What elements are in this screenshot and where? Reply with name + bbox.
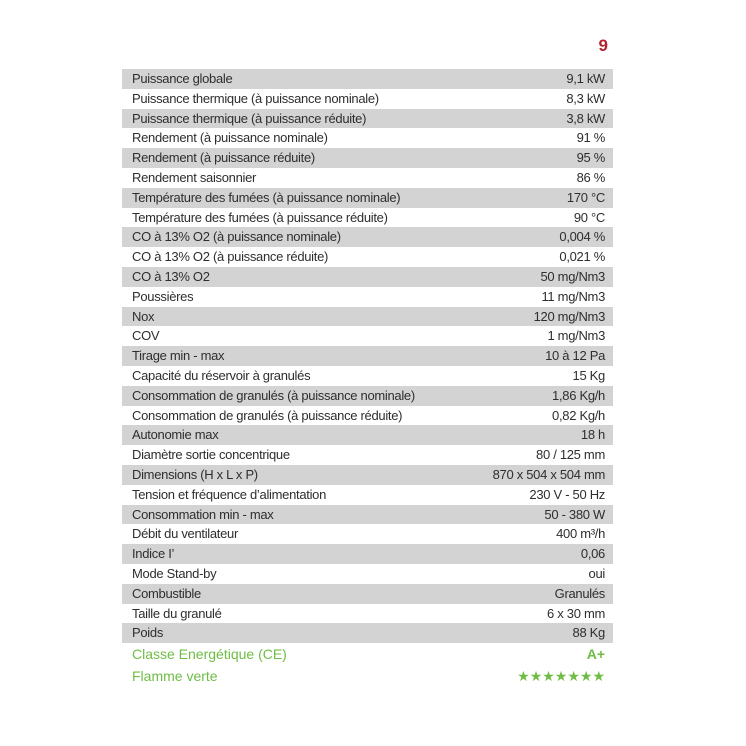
spec-value: 90 °C <box>573 209 605 225</box>
spec-label: Taille du granulé <box>132 605 222 621</box>
spec-value: 120 mg/Nm3 <box>533 308 605 324</box>
spec-value: 0,06 <box>580 546 605 562</box>
spec-value: 15 Kg <box>572 367 605 383</box>
spec-row <box>122 445 613 465</box>
spec-value: 50 - 380 W <box>544 506 605 522</box>
spec-label: Mode Stand-by <box>132 565 217 581</box>
spec-row <box>122 524 613 544</box>
spec-row <box>122 604 613 624</box>
spec-value: 400 m³/h <box>556 526 605 542</box>
spec-value: 0,82 Kg/h <box>552 407 605 423</box>
spec-label: Rendement (à puissance réduite) <box>132 150 315 166</box>
spec-value: 0,021 % <box>559 249 605 265</box>
spec-label: Puissance thermique (à puissance réduite) <box>132 110 367 126</box>
energy-class-label: Classe Energétique (CE) <box>132 646 287 662</box>
spec-value: 6 x 30 mm <box>547 605 605 621</box>
spec-row <box>122 188 613 208</box>
spec-label: Indice I’ <box>132 546 175 562</box>
spec-value: 10 à 12 Pa <box>545 348 605 364</box>
spec-row <box>122 406 613 426</box>
spec-row <box>122 128 613 148</box>
spec-label: Poussières <box>132 288 194 304</box>
spec-row <box>122 148 613 168</box>
spec-row <box>122 425 613 445</box>
spec-label: Dimensions (H x L x P) <box>132 466 258 482</box>
spec-value: 1,86 Kg/h <box>552 387 605 403</box>
flamme-verte-stars: ★★★★★★★ <box>517 668 605 684</box>
spec-value: oui <box>588 565 605 581</box>
spec-label: Puissance globale <box>132 71 233 86</box>
spec-label: Rendement saisonnier <box>132 169 257 185</box>
spec-row <box>122 109 613 129</box>
spec-value: 9,1 kW <box>566 71 605 86</box>
spec-row <box>122 623 613 643</box>
spec-value: 8,3 kW <box>566 90 605 106</box>
spec-row <box>122 326 613 346</box>
spec-row <box>122 247 613 267</box>
spec-label: Débit du ventilateur <box>132 526 239 542</box>
spec-value: 80 / 125 mm <box>536 447 605 463</box>
spec-value: Granulés <box>554 585 605 601</box>
spec-value: 1 mg/Nm3 <box>547 328 605 344</box>
spec-row <box>122 564 613 584</box>
spec-label: Combustible <box>132 585 201 601</box>
spec-row <box>122 227 613 247</box>
spec-row <box>122 346 613 366</box>
spec-value: 86 % <box>576 169 605 185</box>
spec-row <box>122 287 613 307</box>
spec-row <box>122 544 613 564</box>
spec-value: 50 mg/Nm3 <box>540 268 605 284</box>
spec-value: 170 °C <box>566 189 605 205</box>
spec-row <box>122 366 613 386</box>
spec-row <box>122 208 613 228</box>
spec-value: 3,8 kW <box>566 110 605 126</box>
spec-row <box>122 584 613 604</box>
spec-row <box>122 89 613 109</box>
energy-class-row <box>122 646 613 662</box>
spec-value: 91 % <box>576 130 605 146</box>
spec-label: Nox <box>132 308 155 324</box>
spec-value: 11 mg/Nm3 <box>541 288 605 304</box>
spec-label: Rendement (à puissance nominale) <box>132 130 328 146</box>
spec-label: Poids <box>132 625 164 641</box>
spec-label: Autonomie max <box>132 427 219 443</box>
spec-value: 95 % <box>576 150 605 166</box>
spec-label: Température des fumées (à puissance réduite) <box>132 209 388 225</box>
spec-label: Puissance thermique (à puissance nominale) <box>132 90 379 106</box>
energy-class-value: A+ <box>586 646 605 662</box>
spec-row <box>122 465 613 485</box>
flamme-verte-label: Flamme verte <box>132 668 218 684</box>
spec-label: Consommation min - max <box>132 506 274 522</box>
spec-table <box>122 69 613 643</box>
spec-label: COV <box>132 328 160 344</box>
spec-label: CO à 13% O2 (à puissance nominale) <box>132 229 341 245</box>
spec-row <box>122 307 613 327</box>
spec-label: Tension et fréquence d’alimentation <box>132 486 327 502</box>
spec-value: 88 Kg <box>572 625 605 641</box>
spec-label: Capacité du réservoir à granulés <box>132 367 311 383</box>
spec-label: Tirage min - max <box>132 348 225 364</box>
page-number: 9 <box>598 36 608 55</box>
spec-row <box>122 267 613 287</box>
spec-label: Diamètre sortie concentrique <box>132 447 290 463</box>
spec-label: Consommation de granulés (à puissance réduite) <box>132 407 403 423</box>
spec-value: 18 h <box>580 427 605 443</box>
spec-row <box>122 505 613 525</box>
spec-row <box>122 168 613 188</box>
spec-label: Température des fumées (à puissance nominale) <box>132 189 401 205</box>
spec-value: 230 V - 50 Hz <box>529 486 605 502</box>
spec-row <box>122 69 613 89</box>
spec-value: 0,004 % <box>559 229 605 245</box>
spec-row <box>122 386 613 406</box>
spec-label: CO à 13% O2 (à puissance réduite) <box>132 249 329 265</box>
spec-value: 870 x 504 x 504 mm <box>492 466 605 482</box>
spec-label: CO à 13% O2 <box>132 268 210 284</box>
flamme-verte-row <box>122 668 613 685</box>
spec-row <box>122 485 613 505</box>
spec-label: Consommation de granulés (à puissance nominale) <box>132 387 415 403</box>
